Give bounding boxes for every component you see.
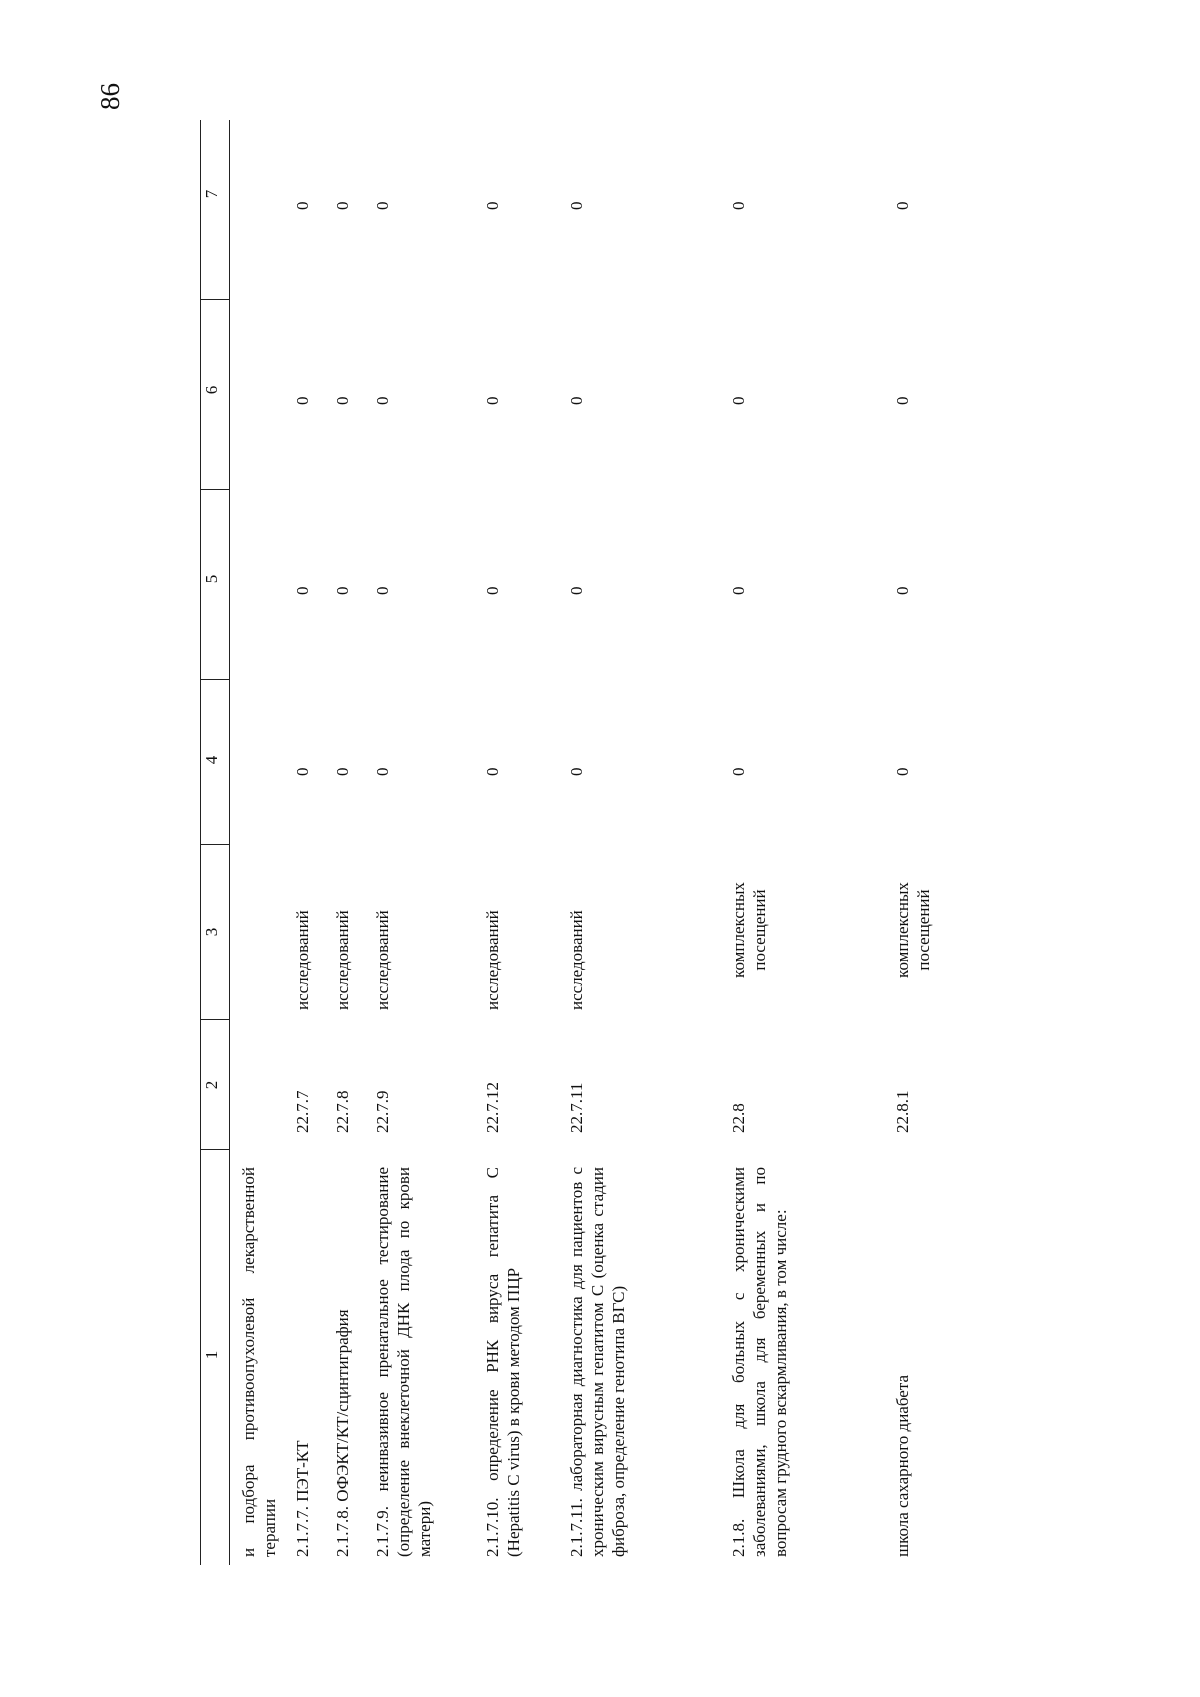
row-unit: исследований <box>567 910 586 1010</box>
row-value-4: 0 <box>293 767 312 776</box>
row-name: 2.1.7.10. определение РНК вируса гепатита С (Hepatitis C virus) в крови методом ПЦР <box>483 1167 523 1557</box>
row-unit: комплексных посещений <box>729 882 769 978</box>
row-value-6: 0 <box>373 396 392 405</box>
col-separator <box>200 1149 229 1150</box>
row-value-7: 0 <box>893 201 912 210</box>
row-value-6: 0 <box>567 396 586 405</box>
row-value-7: 0 <box>483 201 502 210</box>
row-value-7: 0 <box>373 201 392 210</box>
row-name: 2.1.7.11. лабораторная диагностика для пациентов с хроническим вирусным гепатитом С (оценка стадии фиброза, определение генотипа ВГС) <box>567 1167 628 1557</box>
row-value-6: 0 <box>893 396 912 405</box>
col-separator <box>200 844 229 845</box>
row-name: 2.1.7.7. ПЭТ-КТ <box>293 1440 312 1557</box>
row-name: школа сахарного диабета <box>893 1374 912 1557</box>
row-value-4: 0 <box>373 767 392 776</box>
col-separator <box>200 679 229 680</box>
row-code: 22.7.9 <box>373 1090 392 1133</box>
row-code: 22.7.11 <box>567 1082 586 1133</box>
row-value-5: 0 <box>893 586 912 595</box>
row-value-6: 0 <box>729 396 748 405</box>
col-header-1: 1 <box>202 1350 221 1360</box>
col-header-5: 5 <box>202 574 221 584</box>
row-name: и подбора противоопухолевой лекарственной терапии <box>239 1167 279 1557</box>
col-separator <box>200 489 229 490</box>
row-value-4: 0 <box>893 767 912 776</box>
row-value-7: 0 <box>293 201 312 210</box>
row-code: 22.7.12 <box>483 1082 502 1133</box>
row-value-4: 0 <box>483 767 502 776</box>
row-unit: исследований <box>333 910 352 1010</box>
row-value-6: 0 <box>483 396 502 405</box>
row-code: 22.7.7 <box>293 1090 312 1133</box>
row-value-7: 0 <box>333 201 352 210</box>
row-value-5: 0 <box>293 586 312 595</box>
row-value-7: 0 <box>567 201 586 210</box>
col-separator <box>200 1019 229 1020</box>
row-unit: исследований <box>373 910 392 1010</box>
row-value-5: 0 <box>373 586 392 595</box>
row-unit: исследований <box>293 910 312 1010</box>
page-number: 86 <box>95 83 125 110</box>
row-value-5: 0 <box>567 586 586 595</box>
row-unit: комплексных посещений <box>893 882 933 978</box>
row-value-5: 0 <box>729 586 748 595</box>
row-value-6: 0 <box>293 396 312 405</box>
rotated-table <box>200 125 990 1565</box>
table-header-rule <box>229 120 230 1565</box>
col-header-7: 7 <box>202 189 221 199</box>
table-top-rule <box>200 120 201 1565</box>
row-code: 22.8 <box>729 1103 748 1133</box>
col-header-3: 3 <box>202 927 221 937</box>
row-name: 2.1.8. Школа для больных с хроническими заболеваниями, школа для беременных и по вопросам грудного вскармливания, в том числе: <box>729 1167 790 1557</box>
col-header-4: 4 <box>202 755 221 765</box>
row-value-5: 0 <box>483 586 502 595</box>
row-value-5: 0 <box>333 586 352 595</box>
row-value-7: 0 <box>729 201 748 210</box>
row-value-4: 0 <box>729 767 748 776</box>
col-separator <box>200 299 229 300</box>
row-code: 22.7.8 <box>333 1090 352 1133</box>
row-value-6: 0 <box>333 396 352 405</box>
row-code: 22.8.1 <box>893 1090 912 1133</box>
row-name: 2.1.7.9. неинвазивное пренатальное тестирование (определение внеклеточной ДНК плода по крови матери) <box>373 1167 434 1557</box>
row-unit: исследований <box>483 910 502 1010</box>
row-name: 2.1.7.8. ОФЭКТ/КТ/сцинтиграфия <box>333 1309 352 1557</box>
col-header-6: 6 <box>202 385 221 395</box>
col-header-2: 2 <box>202 1080 221 1090</box>
row-value-4: 0 <box>333 767 352 776</box>
row-value-4: 0 <box>567 767 586 776</box>
